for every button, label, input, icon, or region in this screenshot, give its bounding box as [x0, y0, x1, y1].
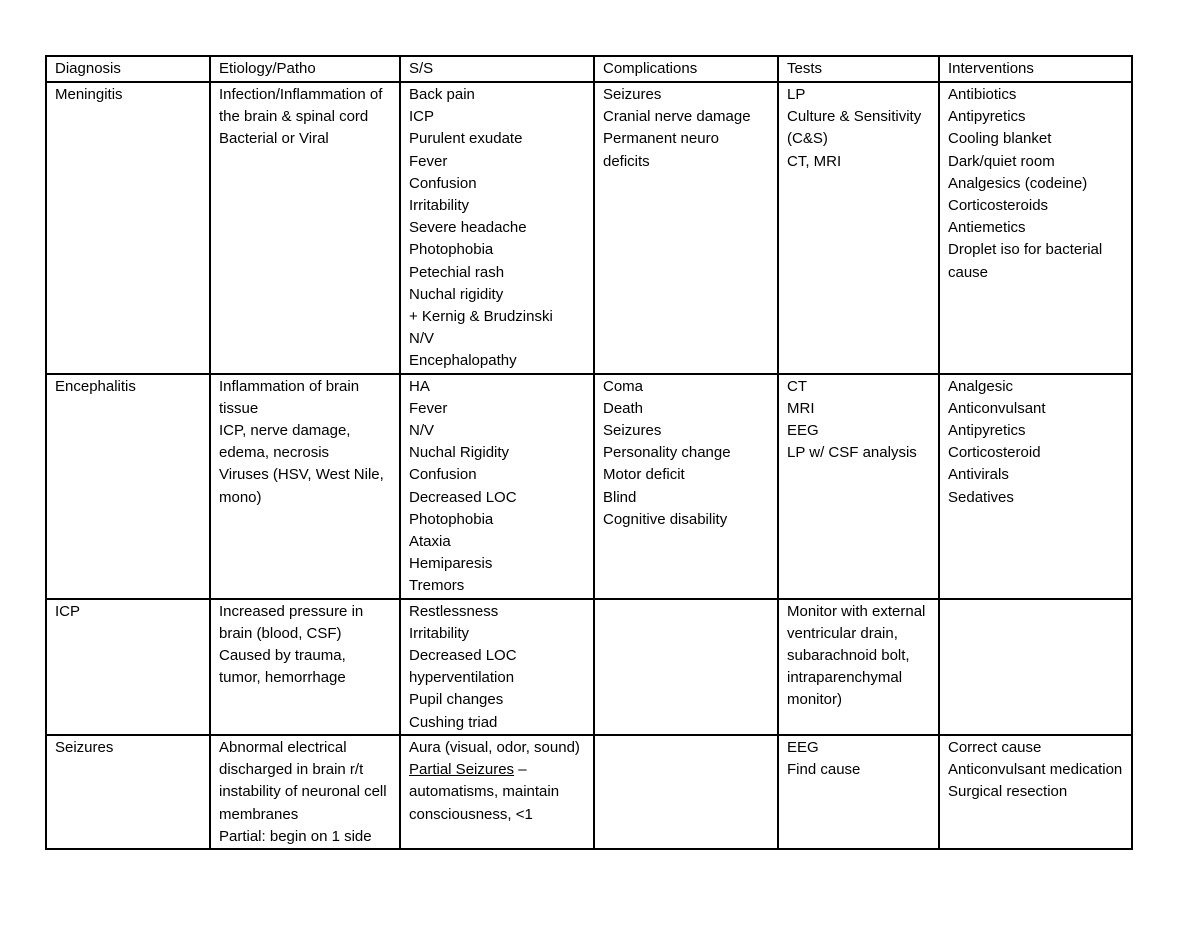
symptom-item: Back pain: [409, 86, 475, 103]
cell-tests: [778, 82, 939, 374]
test-item: EEG: [787, 422, 819, 440]
symptom-item: Tremors: [409, 577, 465, 595]
symptom-item: Severe headache: [409, 219, 527, 237]
intervention-item: Antipyretics: [948, 422, 1026, 440]
test-item: CT, MRI: [787, 152, 842, 170]
symptom-item: N/V: [409, 330, 435, 348]
cell-interventions: [939, 599, 1132, 735]
etiology-line: Infection/Inflammation of the brain & spinal cord: [219, 86, 383, 126]
symptom-item: Petechial rash: [409, 263, 505, 281]
test-item: Find cause: [787, 761, 861, 779]
intervention-item: Corticosteroid: [948, 444, 1041, 462]
symptom-item: Photophobia: [409, 510, 494, 528]
intervention-item: Correct cause: [948, 738, 1042, 756]
symptom-item: Confusion: [409, 466, 477, 484]
cell-etiology: [210, 735, 400, 849]
cell-etiology: [210, 599, 400, 735]
diagnosis-name: Encephalitis: [55, 377, 136, 395]
cell-tests: [778, 599, 939, 735]
symptom-item: + Kernig & Brudzinski: [409, 308, 553, 326]
intervention-item: Anticonvulsant medication: [948, 761, 1123, 779]
symptom-item: Decreased LOC: [409, 647, 517, 665]
etiology-line: Caused by trauma, tumor, hemorrhage: [219, 647, 346, 687]
symptom-item: Irritability: [409, 197, 470, 215]
symptom-item: Photophobia: [409, 241, 494, 259]
header-etiology: Etiology/Patho: [210, 56, 400, 82]
document-page: [45, 55, 1131, 850]
etiology-line: ICP, nerve damage, edema, necrosis: [219, 422, 351, 462]
header-diagnosis: Diagnosis: [46, 56, 210, 82]
complication-item: Cranial nerve damage: [603, 108, 751, 126]
symptom-item: Purulent exudate: [409, 130, 523, 148]
complication-item: Cognitive disability: [603, 510, 728, 528]
symptom-item: hyperventilation: [409, 669, 515, 687]
etiology-line: Increased pressure in brain (blood, CSF): [219, 602, 364, 642]
table-row-meningitis: [46, 82, 1132, 374]
test-item: EEG: [787, 738, 819, 756]
intervention-item: Anticonvulsant: [948, 399, 1046, 417]
symptom-item: [409, 759, 585, 826]
symptom-item: Aura (visual, odor, sound): [409, 738, 580, 756]
intervention-item: Analgesic: [948, 377, 1014, 395]
test-item: LP w/ CSF analysis: [787, 444, 917, 462]
symptom-item: Irritability: [409, 624, 470, 642]
cell-complications: [594, 599, 778, 735]
complication-item: Personality change: [603, 444, 731, 462]
cell-signs-symptoms: [400, 82, 594, 374]
cell-tests: [778, 374, 939, 599]
intervention-item: Corticosteroids: [948, 197, 1049, 215]
complication-item: Seizures: [603, 86, 662, 103]
cell-complications: [594, 82, 778, 374]
cell-interventions: [939, 374, 1132, 599]
table-row-encephalitis: [46, 374, 1132, 599]
intervention-item: Surgical resection: [948, 783, 1068, 801]
intervention-item: Sedatives: [948, 488, 1014, 506]
diagnosis-name: ICP: [55, 602, 81, 620]
symptom-item: Nuchal rigidity: [409, 285, 504, 303]
symptom-item: Fever: [409, 399, 448, 417]
partial-seizures-description: – automatisms, maintain consciousness, <1: [409, 761, 560, 823]
intervention-item: Droplet iso for bacterial cause: [948, 241, 1103, 281]
symptom-item: HA: [409, 377, 430, 395]
symptom-item: Nuchal Rigidity: [409, 444, 510, 462]
symptom-item: Restlessness: [409, 602, 499, 620]
cell-signs-symptoms: [400, 735, 594, 849]
header-tests: Tests: [778, 56, 939, 82]
header-interventions: Interventions: [939, 56, 1132, 82]
symptom-item: Hemiparesis: [409, 555, 493, 573]
symptom-item: Fever: [409, 152, 448, 170]
intervention-item: Antivirals: [948, 466, 1009, 484]
header-complications: Complications: [594, 56, 778, 82]
cell-tests: [778, 735, 939, 849]
test-item: Monitor with external ventricular drain, subarachnoid bolt, intraparenchymal monitor): [787, 602, 926, 709]
cell-diagnosis: [46, 82, 210, 374]
diagnosis-name: Meningitis: [55, 86, 123, 103]
diagnosis-name: Seizures: [55, 738, 114, 756]
table-header-row: [46, 56, 1132, 82]
symptom-item: Decreased LOC: [409, 488, 517, 506]
complication-item: Seizures: [603, 422, 662, 440]
test-item: LP: [787, 86, 806, 103]
diagnosis-table: [45, 55, 1133, 850]
complication-item: Motor deficit: [603, 466, 685, 484]
intervention-item: Antibiotics: [948, 86, 1017, 103]
complication-item: Coma: [603, 377, 644, 395]
test-item: Culture & Sensitivity (C&S): [787, 108, 922, 148]
cell-etiology: [210, 374, 400, 599]
table-row-seizures: [46, 735, 1132, 849]
symptom-item: N/V: [409, 422, 435, 440]
etiology-line: Abnormal electrical discharged in brain r/t instability of neuronal cell membranes: [219, 738, 387, 823]
cell-diagnosis: [46, 374, 210, 599]
etiology-line: Viruses (HSV, West Nile, mono): [219, 466, 384, 506]
complication-item: Blind: [603, 488, 637, 506]
symptom-item: Ataxia: [409, 533, 451, 551]
etiology-line: Partial: begin on 1 side: [219, 827, 372, 845]
intervention-item: Analgesics (codeine): [948, 174, 1088, 192]
cell-complications: [594, 374, 778, 599]
cell-etiology: [210, 82, 400, 374]
complication-item: Death: [603, 399, 644, 417]
cell-complications: [594, 735, 778, 849]
cell-interventions: [939, 735, 1132, 849]
intervention-item: Dark/quiet room: [948, 152, 1055, 170]
cell-diagnosis: [46, 599, 210, 735]
etiology-line: Inflammation of brain tissue: [219, 377, 360, 417]
table-row-icp: [46, 599, 1132, 735]
cell-interventions: [939, 82, 1132, 374]
symptom-item: Cushing triad: [409, 713, 498, 731]
cell-signs-symptoms: [400, 599, 594, 735]
etiology-line: Bacterial or Viral: [219, 130, 329, 148]
symptom-item: Confusion: [409, 174, 477, 192]
header-signs-symptoms: S/S: [400, 56, 594, 82]
intervention-item: Antiemetics: [948, 219, 1026, 237]
test-item: CT: [787, 377, 807, 395]
complication-item: Permanent neuro deficits: [603, 130, 719, 170]
symptom-item: Encephalopathy: [409, 352, 517, 370]
intervention-item: Antipyretics: [948, 108, 1026, 126]
partial-seizures-heading: Partial Seizures: [409, 761, 515, 779]
symptom-item: Pupil changes: [409, 691, 504, 709]
intervention-item: Cooling blanket: [948, 130, 1052, 148]
cell-signs-symptoms: [400, 374, 594, 599]
cell-diagnosis: [46, 735, 210, 849]
symptom-item: ICP: [409, 108, 435, 126]
test-item: MRI: [787, 399, 815, 417]
